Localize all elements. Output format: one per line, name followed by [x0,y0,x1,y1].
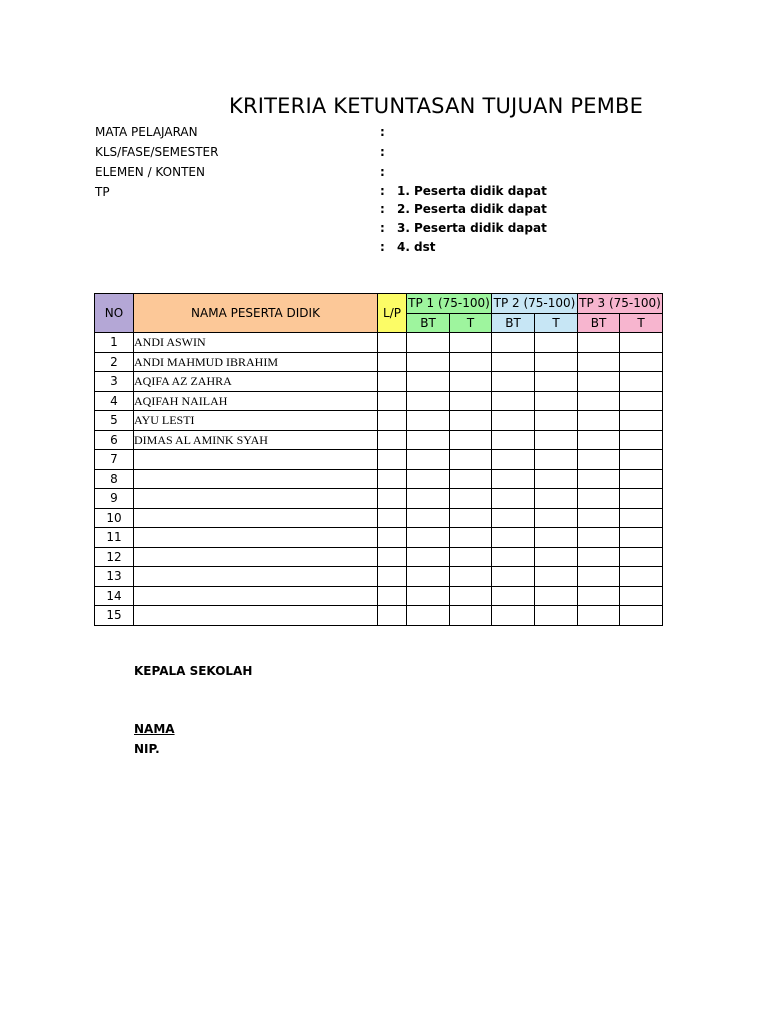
tp1-t-cell[interactable] [450,547,492,567]
tp1-bt-cell[interactable] [407,586,450,606]
tp-colon: : [380,184,385,198]
tp2-t-cell[interactable] [535,391,578,411]
tp3-t-cell[interactable] [620,411,663,431]
table-row [95,430,663,450]
tp2-bt-cell[interactable] [492,333,535,353]
row-number: 10 [95,508,134,528]
info-label-elemen-konten: ELEMEN / KONTEN [95,165,205,179]
tp-item [397,221,547,235]
tp1-t-cell[interactable] [450,508,492,528]
tp2-t-cell[interactable] [535,606,578,626]
header-tp2: TP 2 (75-100) [492,294,578,314]
table-body [95,333,663,626]
tp1-t-cell[interactable] [450,567,492,587]
table-row [95,469,663,489]
tp-colon: : [380,202,385,216]
tp2-t-cell[interactable] [535,547,578,567]
student-name-cell[interactable] [134,489,378,509]
row-number: 9 [95,489,134,509]
tp3-t-cell[interactable] [620,372,663,392]
tp1-t-cell[interactable] [450,450,492,470]
tp1-bt-cell[interactable] [407,450,450,470]
info-label-kelas-fase-semester: KLS/FASE/SEMESTER [95,145,219,159]
lp-cell[interactable] [378,391,407,411]
tp1-bt-cell[interactable] [407,430,450,450]
header-tp2-bt: BT [492,313,535,333]
lp-cell[interactable] [378,547,407,567]
tp-item-number: 4. [397,240,410,254]
signature-role: KEPALA SEKOLAH [134,664,253,678]
tp3-t-cell[interactable] [620,508,663,528]
lp-cell[interactable] [378,489,407,509]
tp3-bt-cell[interactable] [578,508,620,528]
tp-colon: : [380,221,385,235]
table-row [95,391,663,411]
tp2-t-cell[interactable] [535,450,578,470]
row-number: 7 [95,450,134,470]
tp3-t-cell[interactable] [620,489,663,509]
tp3-t-cell[interactable] [620,469,663,489]
tp3-t-cell[interactable] [620,528,663,548]
info-colon: : [380,165,385,179]
tp3-t-cell[interactable] [620,333,663,353]
tp2-t-cell[interactable] [535,489,578,509]
tp2-bt-cell[interactable] [492,450,535,470]
table-row [95,606,663,626]
tp3-t-cell[interactable] [620,567,663,587]
tp2-bt-cell[interactable] [492,489,535,509]
tp-colon: : [380,240,385,254]
table-row [95,450,663,470]
header-tp1-bt: BT [407,313,450,333]
tp2-bt-cell[interactable] [492,469,535,489]
tp2-bt-cell[interactable] [492,391,535,411]
table-row [95,372,663,392]
header-lp: L/P [378,294,407,333]
tp3-bt-cell[interactable] [578,586,620,606]
tp2-t-cell[interactable] [535,430,578,450]
row-number: 12 [95,547,134,567]
tp3-bt-cell[interactable] [578,352,620,372]
student-name-cell[interactable]: ANDI MAHMUD IBRAHIM [134,352,378,372]
lp-cell[interactable] [378,606,407,626]
tp2-bt-cell[interactable] [492,372,535,392]
tp-item-number: 3. [397,221,410,235]
tp3-bt-cell[interactable] [578,411,620,431]
tp2-t-cell[interactable] [535,411,578,431]
header-tp1: TP 1 (75-100) [407,294,492,314]
tp1-t-cell[interactable] [450,411,492,431]
tp2-bt-cell[interactable] [492,528,535,548]
tp3-t-cell[interactable] [620,606,663,626]
tp3-t-cell[interactable] [620,586,663,606]
student-name-cell[interactable] [134,528,378,548]
document-title: KRITERIA KETUNTASAN TUJUAN PEMBE [229,94,644,118]
tp1-bt-cell[interactable] [407,372,450,392]
table-row [95,508,663,528]
tp-item [397,202,547,216]
lp-cell[interactable] [378,372,407,392]
row-number: 1 [95,333,134,353]
tp-item-number: 1. [397,184,410,198]
table-row [95,333,663,353]
table-row [95,567,663,587]
row-number: 4 [95,391,134,411]
tp2-t-cell[interactable] [535,333,578,353]
tp3-bt-cell[interactable] [578,430,620,450]
student-name-cell[interactable]: AQIFA AZ ZAHRA [134,372,378,392]
student-name-cell[interactable]: ANDI ASWIN [134,333,378,353]
tp1-bt-cell[interactable] [407,528,450,548]
lp-cell[interactable] [378,567,407,587]
tp3-t-cell[interactable] [620,391,663,411]
lp-cell[interactable] [378,430,407,450]
tp3-bt-cell[interactable] [578,547,620,567]
tp1-bt-cell[interactable] [407,508,450,528]
tp1-t-cell[interactable] [450,606,492,626]
tp2-t-cell[interactable] [535,586,578,606]
table-row [95,411,663,431]
table-row [95,352,663,372]
info-colon: : [380,125,385,139]
tp2-bt-cell[interactable] [492,430,535,450]
header-tp3-bt: BT [578,313,620,333]
tp1-bt-cell[interactable] [407,606,450,626]
tp2-t-cell[interactable] [535,528,578,548]
tp2-t-cell[interactable] [535,469,578,489]
signature-name: NAMA [134,722,175,736]
row-number: 15 [95,606,134,626]
student-name-cell[interactable]: DIMAS AL AMINK SYAH [134,430,378,450]
tp-item-text: Peserta didik dapat [414,221,547,235]
header-tp3-t: T [620,313,663,333]
tp2-bt-cell[interactable] [492,508,535,528]
row-number: 5 [95,411,134,431]
tp1-t-cell[interactable] [450,372,492,392]
tp1-bt-cell[interactable] [407,333,450,353]
tp3-bt-cell[interactable] [578,469,620,489]
info-label-mata-pelajaran: MATA PELAJARAN [95,125,198,139]
tp3-bt-cell[interactable] [578,391,620,411]
tp2-bt-cell[interactable] [492,606,535,626]
tp1-bt-cell[interactable] [407,567,450,587]
tp3-bt-cell[interactable] [578,489,620,509]
tp2-t-cell[interactable] [535,508,578,528]
tp1-t-cell[interactable] [450,528,492,548]
header-nama-peserta-didik: NAMA PESERTA DIDIK [134,294,378,333]
student-name-cell[interactable] [134,606,378,626]
student-name-cell[interactable] [134,469,378,489]
row-number: 2 [95,352,134,372]
tp1-t-cell[interactable] [450,489,492,509]
tp3-t-cell[interactable] [620,547,663,567]
row-number: 6 [95,430,134,450]
tp2-bt-cell[interactable] [492,411,535,431]
tp2-t-cell[interactable] [535,372,578,392]
tp3-bt-cell[interactable] [578,450,620,470]
tp2-bt-cell[interactable] [492,586,535,606]
tp2-t-cell[interactable] [535,567,578,587]
tp1-t-cell[interactable] [450,352,492,372]
tp1-t-cell[interactable] [450,333,492,353]
tp1-bt-cell[interactable] [407,411,450,431]
student-name-cell[interactable] [134,567,378,587]
tp1-t-cell[interactable] [450,391,492,411]
tp-item [397,184,547,198]
lp-cell[interactable] [378,450,407,470]
tp3-t-cell[interactable] [620,352,663,372]
lp-cell[interactable] [378,411,407,431]
tp1-t-cell[interactable] [450,430,492,450]
tp2-bt-cell[interactable] [492,352,535,372]
tp3-bt-cell[interactable] [578,567,620,587]
tp3-bt-cell[interactable] [578,333,620,353]
table-row [95,586,663,606]
tp1-bt-cell[interactable] [407,489,450,509]
row-number: 14 [95,586,134,606]
table-row [95,489,663,509]
student-table [94,293,663,626]
table-row [95,547,663,567]
lp-cell[interactable] [378,586,407,606]
tp2-bt-cell[interactable] [492,567,535,587]
header-tp3: TP 3 (75-100) [578,294,663,314]
lp-cell[interactable] [378,333,407,353]
row-number: 13 [95,567,134,587]
row-number: 8 [95,469,134,489]
tp1-bt-cell[interactable] [407,391,450,411]
tp2-t-cell[interactable] [535,352,578,372]
student-name-cell[interactable] [134,586,378,606]
tp3-bt-cell[interactable] [578,528,620,548]
lp-cell[interactable] [378,528,407,548]
header-tp1-t: T [450,313,492,333]
tp1-bt-cell[interactable] [407,352,450,372]
tp-item-text: Peserta didik dapat [414,202,547,216]
table-row [95,528,663,548]
tp3-t-cell[interactable] [620,450,663,470]
tp-item-number: 2. [397,202,410,216]
tp-item [397,240,435,254]
student-name-cell[interactable] [134,508,378,528]
tp1-bt-cell[interactable] [407,469,450,489]
row-number: 11 [95,528,134,548]
row-number: 3 [95,372,134,392]
tp-item-text: dst [414,240,436,254]
tp3-bt-cell[interactable] [578,372,620,392]
student-name-cell[interactable]: AQIFAH NAILAH [134,391,378,411]
signature-nip: NIP. [134,742,160,756]
student-name-cell[interactable] [134,547,378,567]
tp2-bt-cell[interactable] [492,547,535,567]
lp-cell[interactable] [378,469,407,489]
tp1-bt-cell[interactable] [407,547,450,567]
info-label-tp: TP [95,185,110,199]
tp3-bt-cell[interactable] [578,606,620,626]
student-name-cell[interactable] [134,450,378,470]
tp1-t-cell[interactable] [450,469,492,489]
header-no: NO [95,294,134,333]
tp3-t-cell[interactable] [620,430,663,450]
tp-item-text: Peserta didik dapat [414,184,547,198]
header-tp2-t: T [535,313,578,333]
lp-cell[interactable] [378,352,407,372]
lp-cell[interactable] [378,508,407,528]
tp1-t-cell[interactable] [450,586,492,606]
info-colon: : [380,145,385,159]
student-name-cell[interactable]: AYU LESTI [134,411,378,431]
